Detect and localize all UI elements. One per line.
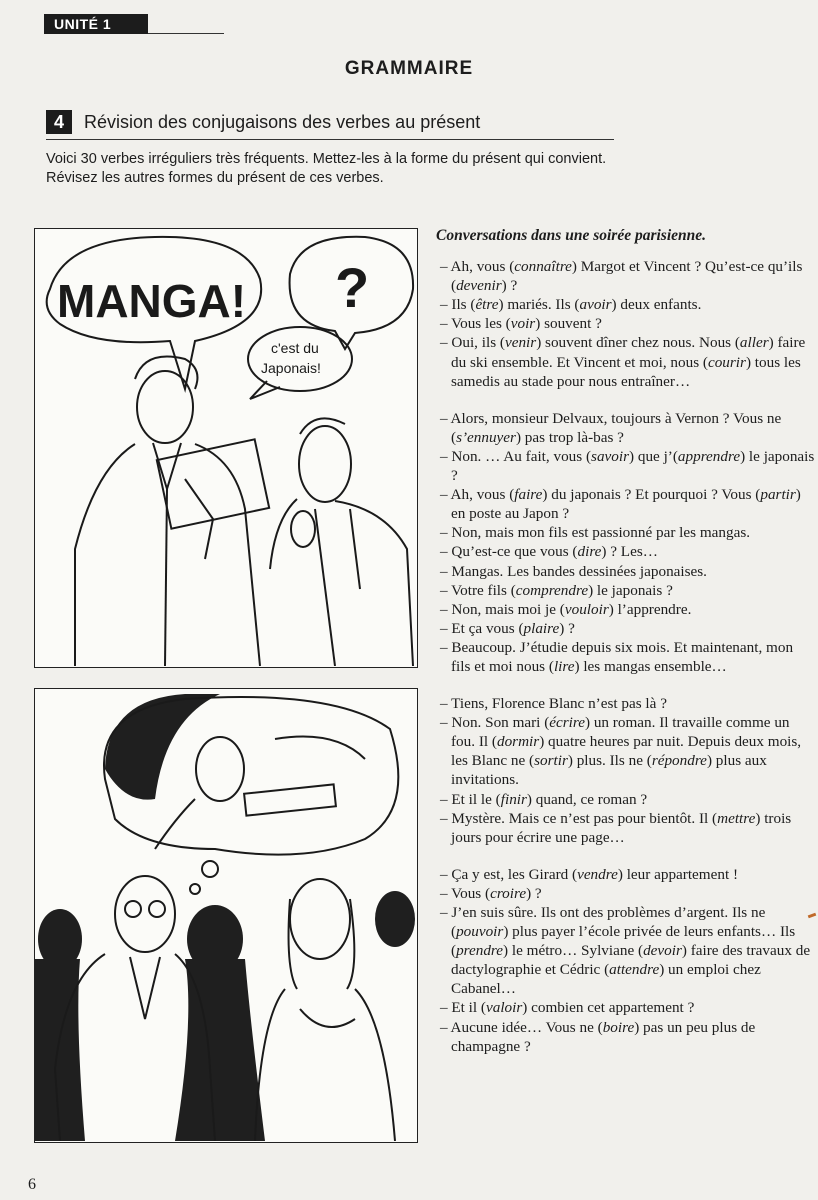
- dialogue-line: – Aucune idée… Vous ne (boire) pas un peu plus de champagne ?: [440, 1018, 756, 1055]
- manga-sign: MANGA!: [57, 275, 247, 327]
- comic-panel-bottom: [34, 688, 418, 1143]
- dialogue-line: – Qu’est-ce que vous (dire) ? Les…: [440, 543, 658, 561]
- dialogue-line: – Votre fils (comprendre) le japonais ?: [440, 581, 673, 599]
- exercise-rule: [46, 139, 614, 140]
- instruction-line-2: Révisez les autres formes du présent de ces verbes.: [46, 170, 384, 186]
- exercise-title: Révision des conjugaisons des verbes au présent: [84, 112, 481, 132]
- dialogue-line: – Ça y est, les Girard (vendre) leur appartement !: [440, 865, 739, 883]
- dialogue-heading: Conversations dans une soirée parisienne.: [436, 227, 707, 244]
- dialogue-line: – Et il (valoir) combien cet appartement ?: [440, 999, 695, 1017]
- dialogue-line: – Mangas. Les bandes dessinées japonaises.: [440, 562, 707, 580]
- page-number: 6: [28, 1176, 36, 1193]
- dialogue-lines: [432, 257, 816, 1056]
- section-title: GRAMMAIRE: [344, 58, 474, 79]
- instruction-line-1: Voici 30 verbes irréguliers très fréquents. Mettez-les à la forme du présent qui convient.: [46, 151, 607, 167]
- crowd-silhouettes: [35, 891, 415, 1141]
- dialogue-line: – Vous (croire) ?: [440, 884, 542, 902]
- comic-illustration-bottom: [35, 689, 416, 1141]
- dialogue-line: – Alors, monsieur Delvaux, toujours à Vernon ? Vous ne (s’ennuyer) pas trop là-bas ?: [440, 409, 782, 446]
- dialogue-line: – Non, mais moi je (vouloir) l’apprendre.: [440, 600, 692, 618]
- comic-panel-top: [34, 228, 418, 668]
- dialogue-gap: [432, 676, 816, 694]
- comic-illustration-top: [35, 229, 416, 666]
- dialogue-line: – J’en suis sûre. Ils ont des problèmes d’argent. Ils ne (pouvoir) plus payer l’école privée de leurs enfants… Ils (prendre) le métro… Sylviane (devoir) faire des travaux de dactylographie et Cédric (attendre) un emploi chez Cabanel…: [440, 904, 811, 998]
- bubble-text-2: Japonais!: [261, 360, 321, 376]
- dialogue-gap: [432, 391, 816, 409]
- dialogue-line: – Mystère. Mais ce n’est pas pour bientôt. Il (mettre) trois jours pour écrire une page…: [440, 809, 792, 846]
- man-left-figure: [75, 357, 269, 667]
- paper-roll: [244, 784, 336, 815]
- dialogue-line: – Vous les (voir) souvent ?: [440, 315, 602, 333]
- writer-head: [196, 737, 244, 801]
- dialogue-line: – Oui, ils (venir) souvent dîner chez nous. Nous (aller) faire du ski ensemble. Et Vincent et moi, nous (courir) tous les samedis au stade pour nous entraîner…: [440, 334, 806, 390]
- question-mark: ?: [335, 256, 370, 319]
- dialogue-line: – Tiens, Florence Blanc n’est pas là ?: [440, 695, 667, 713]
- dialogue-line: – Ah, vous (faire) du japonais ? Et pourquoi ? Vous (partir) en poste au Japon ?: [440, 486, 801, 523]
- unit-label: UNITÉ 1: [44, 14, 148, 34]
- exercise-number: 4: [46, 110, 72, 134]
- dialogue-gap: [432, 847, 816, 865]
- bubble-text-1: c'est du: [271, 340, 319, 356]
- unit-rule: [148, 33, 224, 34]
- dialogue-line: – Non. Son mari (écrire) un roman. Il travaille comme un fou. Il (dormir) quatre heures par nuit. Depuis deux mois, les Blanc ne (sortir) plus. Ils ne (répondre) plus aux invitations.: [440, 714, 802, 789]
- dialogue-line: – Ah, vous (connaître) Margot et Vincent ? Qu’est-ce qu’ils (devenir) ?: [440, 258, 803, 295]
- man-right-figure: [270, 418, 413, 666]
- dialogue-line: – Ils (être) mariés. Ils (avoir) deux enfants.: [440, 296, 702, 314]
- woman-figure: [255, 879, 395, 1141]
- dialogue-line: – Et il le (finir) quand, ce roman ?: [440, 790, 648, 808]
- instructions: [46, 150, 746, 188]
- dialogue-column: [432, 226, 816, 1056]
- speech-bubble-small: [248, 327, 352, 391]
- dialogue-line: – Non. … Au fait, vous (savoir) que j’(apprendre) le japonais ?: [440, 447, 815, 485]
- dialogue-line: – Non, mais mon fils est passionné par les mangas.: [440, 524, 751, 542]
- dialogue-line: – Et ça vous (plaire) ?: [440, 619, 575, 637]
- dialogue-line: – Beaucoup. J’étudie depuis six mois. Et maintenant, mon fils et moi nous (lire) les mangas ensemble…: [440, 638, 794, 675]
